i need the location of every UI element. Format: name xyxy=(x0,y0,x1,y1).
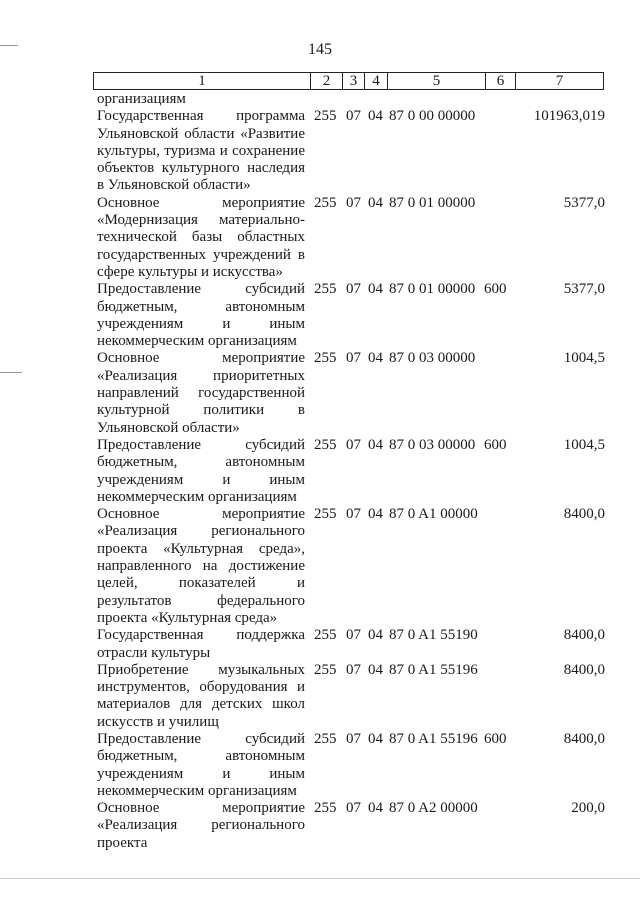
row-description: Основное мероприятие «Реализация регионального проекта «Культурная среда», направленного на достижение целей, показателей и результатов федерального проекта «Культурная среда» xyxy=(97,506,305,626)
amount: 5377,0 xyxy=(563,281,605,298)
column-header: 3 xyxy=(343,73,365,90)
column-header-row xyxy=(94,73,604,90)
target-article-code: 87 0 A1 00000 xyxy=(389,506,478,523)
scan-edge-line xyxy=(0,372,22,373)
subsection-code: 04 xyxy=(368,194,383,211)
row-description: Предоставление субсидий бюджетным, автономным учреждениям и иным некоммерческим организациям xyxy=(97,436,305,505)
amount: 8400,0 xyxy=(563,506,605,523)
amount: 8400,0 xyxy=(563,661,605,678)
ministry-code: 255 xyxy=(314,627,337,644)
amount: 101963,019 xyxy=(533,108,605,125)
row-description: Государственная программа Ульяновской области «Развитие культуры, туризма и сохранение объектов культурного наследия в Ульяновской области» xyxy=(97,108,305,194)
target-article-code: 87 0 A2 00000 xyxy=(389,800,478,817)
table-row xyxy=(97,195,605,281)
target-article-code: 87 0 01 00000 xyxy=(389,194,476,211)
amount: 8400,0 xyxy=(563,730,605,747)
amount: 200,0 xyxy=(571,800,605,817)
table-row xyxy=(97,108,605,194)
row-description: Предоставление субсидий бюджетным, автономным учреждениям и иным некоммерческим организациям xyxy=(97,730,305,799)
column-header: 2 xyxy=(311,73,343,90)
section-code: 07 xyxy=(346,436,361,453)
table-row xyxy=(97,350,605,436)
ministry-code: 255 xyxy=(314,350,337,367)
column-header: 4 xyxy=(365,73,388,90)
row-description: Приобретение музыкальных инструментов, оборудования и материалов для детских школ искусств и училищ xyxy=(97,661,305,730)
subsection-code: 04 xyxy=(368,730,383,747)
section-code: 07 xyxy=(346,730,361,747)
section-code: 07 xyxy=(346,661,361,678)
ministry-code: 255 xyxy=(314,800,337,817)
ministry-code: 255 xyxy=(314,661,337,678)
row-description: Предоставление субсидий бюджетным, автономным учреждениям и иным некоммерческим организациям xyxy=(97,281,305,350)
amount: 8400,0 xyxy=(563,627,605,644)
target-article-code: 87 0 00 00000 xyxy=(389,108,476,125)
section-code: 07 xyxy=(346,506,361,523)
column-header: 6 xyxy=(486,73,516,90)
table-row xyxy=(97,662,605,731)
table-row xyxy=(97,437,605,506)
section-code: 07 xyxy=(346,627,361,644)
subsection-code: 04 xyxy=(368,281,383,298)
table-row xyxy=(97,800,605,852)
target-article-code: 87 0 03 00000 xyxy=(389,436,476,453)
amount: 5377,0 xyxy=(563,194,605,211)
budget-table-body xyxy=(97,91,605,852)
page-number: 145 xyxy=(308,41,332,58)
subsection-code: 04 xyxy=(368,108,383,125)
column-header: 1 xyxy=(94,73,311,90)
expense-type-code: 600 xyxy=(484,730,507,747)
expense-type-code: 600 xyxy=(484,436,507,453)
section-code: 07 xyxy=(346,108,361,125)
section-code: 07 xyxy=(346,281,361,298)
row-description: Основное мероприятие «Реализация приоритетных направлений государственной культурной политики в Ульяновской области» xyxy=(97,350,305,436)
column-header: 5 xyxy=(388,73,486,90)
scan-edge-line xyxy=(0,45,18,46)
ministry-code: 255 xyxy=(314,436,337,453)
target-article-code: 87 0 A1 55196 xyxy=(389,661,478,678)
subsection-code: 04 xyxy=(368,506,383,523)
scan-edge-line xyxy=(0,878,640,879)
subsection-code: 04 xyxy=(368,436,383,453)
row-description: Государственная поддержка отрасли культуры xyxy=(97,627,305,661)
row-description: Основное мероприятие «Реализация регионального проекта xyxy=(97,800,305,851)
section-code: 07 xyxy=(346,194,361,211)
column-header-table xyxy=(93,72,604,90)
ministry-code: 255 xyxy=(314,108,337,125)
table-row xyxy=(97,506,605,627)
ministry-code: 255 xyxy=(314,730,337,747)
target-article-code: 87 0 A1 55190 xyxy=(389,627,478,644)
subsection-code: 04 xyxy=(368,661,383,678)
subsection-code: 04 xyxy=(368,800,383,817)
row-description: Основное мероприятие «Модернизация материально-технической базы областных государственных учреждений в сфере культуры и искусства» xyxy=(97,194,305,280)
ministry-code: 255 xyxy=(314,281,337,298)
target-article-code: 87 0 01 00000 xyxy=(389,281,476,298)
amount: 1004,5 xyxy=(563,350,605,367)
target-article-code: 87 0 A1 55196 xyxy=(389,730,478,747)
column-header: 7 xyxy=(516,73,604,90)
subsection-code: 04 xyxy=(368,350,383,367)
table-row xyxy=(97,731,605,800)
expense-type-code: 600 xyxy=(484,281,507,298)
subsection-code: 04 xyxy=(368,627,383,644)
row-description: организациям xyxy=(97,91,186,107)
table-row xyxy=(97,281,605,350)
target-article-code: 87 0 03 00000 xyxy=(389,350,476,367)
amount: 1004,5 xyxy=(563,436,605,453)
section-code: 07 xyxy=(346,350,361,367)
section-code: 07 xyxy=(346,800,361,817)
table-row xyxy=(97,627,605,662)
ministry-code: 255 xyxy=(314,506,337,523)
table-row xyxy=(97,91,605,108)
ministry-code: 255 xyxy=(314,194,337,211)
